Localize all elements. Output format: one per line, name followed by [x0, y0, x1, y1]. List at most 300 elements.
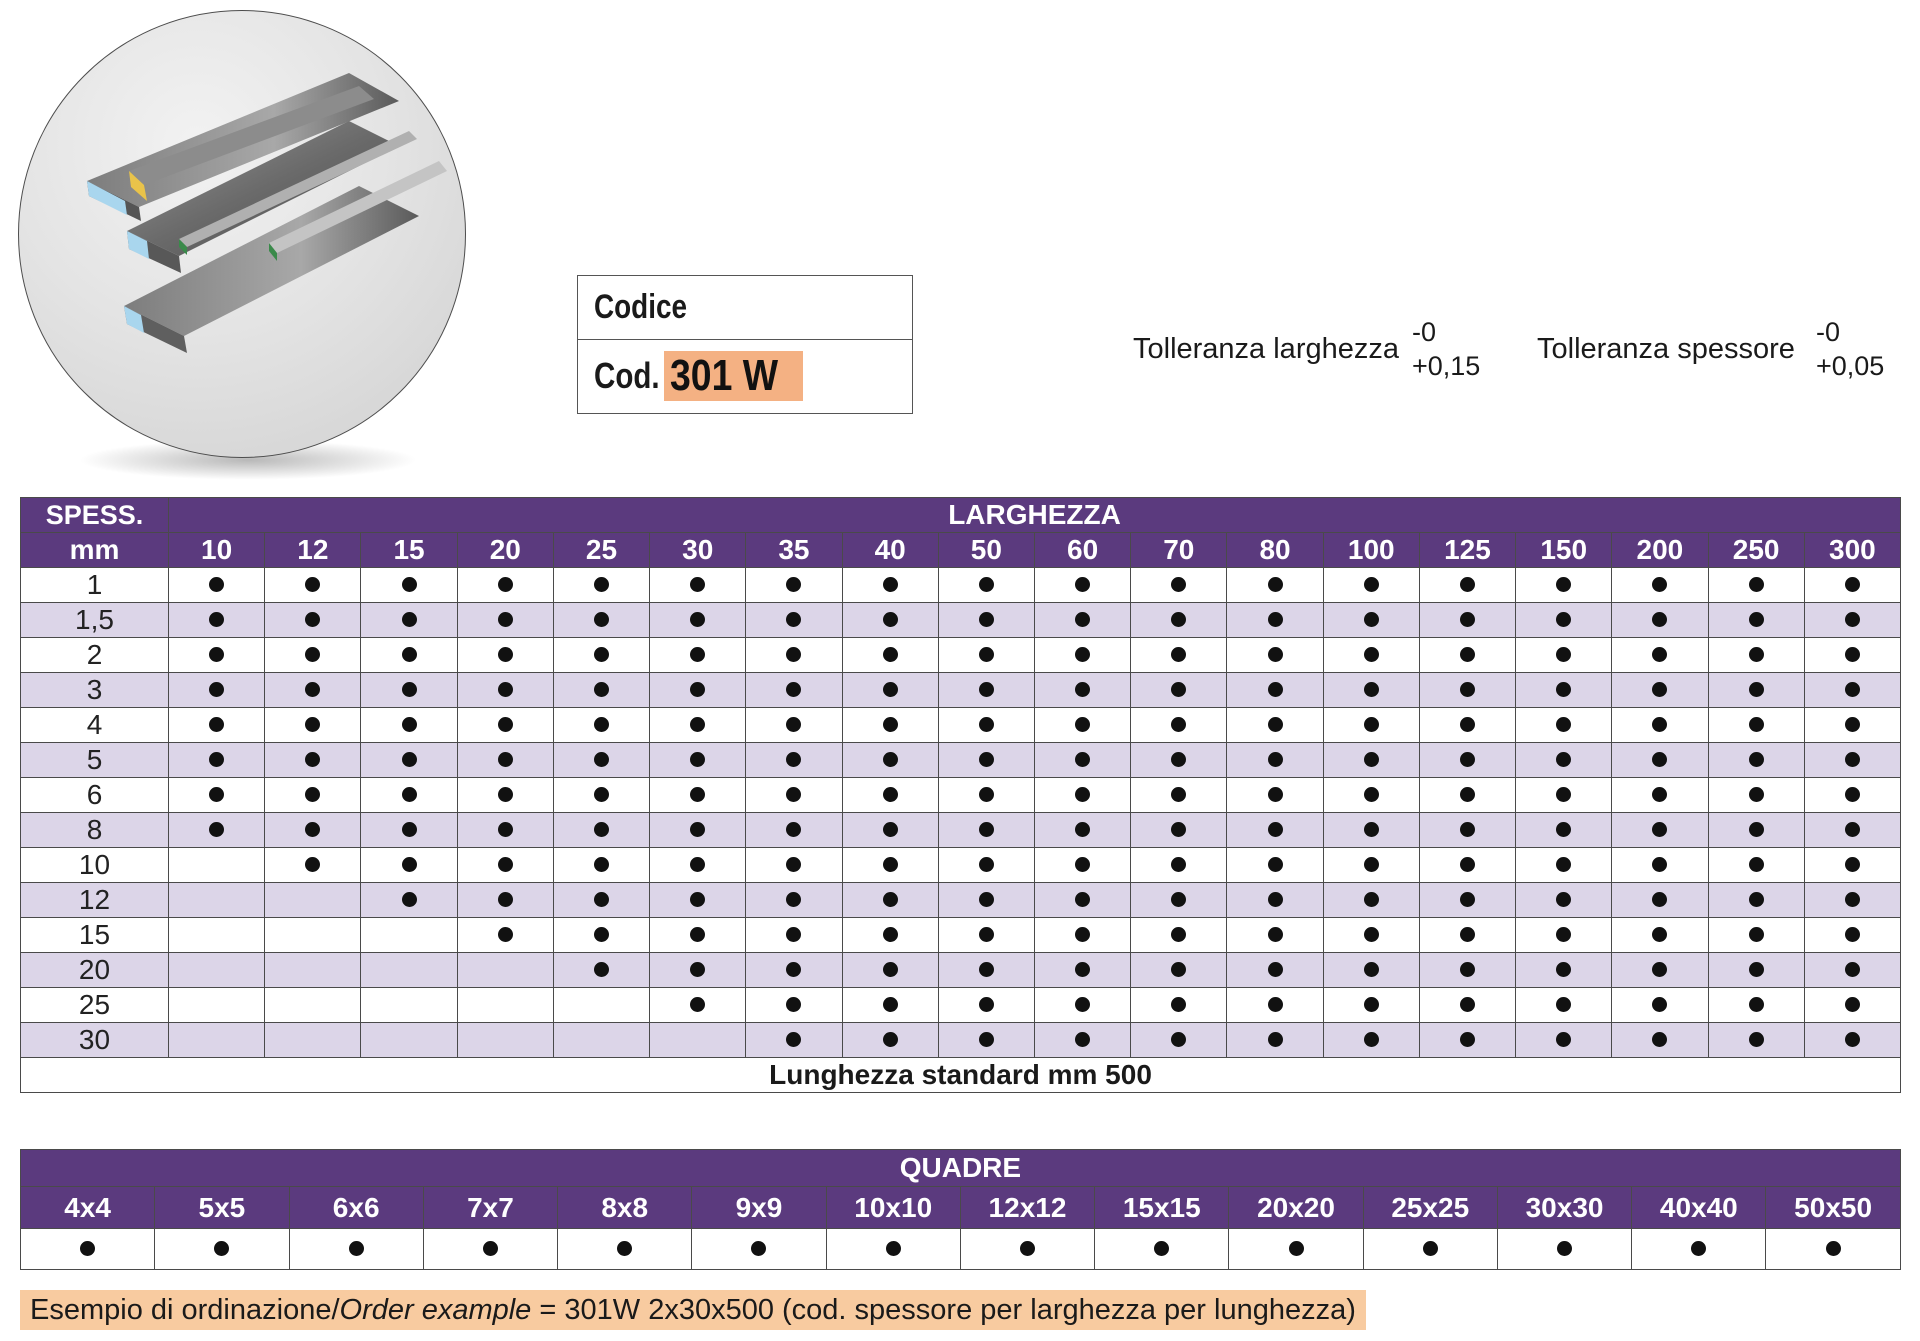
- availability-cell: [361, 953, 457, 988]
- available-dot: [483, 1241, 498, 1256]
- available-dot: [402, 647, 417, 662]
- availability-cell: [265, 848, 361, 883]
- availability-cell: [361, 918, 457, 953]
- available-dot: [1652, 997, 1667, 1012]
- available-dot: [1075, 927, 1090, 942]
- available-dot: [402, 822, 417, 837]
- availability-cell: [746, 673, 842, 708]
- available-dot: [1268, 787, 1283, 802]
- availability-cell: [746, 813, 842, 848]
- available-dot: [1364, 647, 1379, 662]
- available-dot: [1075, 612, 1090, 627]
- availability-cell: [1804, 673, 1900, 708]
- availability-cell: [1708, 708, 1804, 743]
- availability-cell: [1131, 743, 1227, 778]
- availability-cell: [457, 813, 553, 848]
- availability-cell: [1323, 743, 1419, 778]
- available-dot: [1460, 997, 1475, 1012]
- availability-cell: [1131, 568, 1227, 603]
- available-dot: [1460, 1032, 1475, 1047]
- available-dot: [690, 927, 705, 942]
- availability-cell: [1612, 778, 1708, 813]
- availability-cell: [650, 568, 746, 603]
- code-label: Cod.: [594, 355, 660, 396]
- available-dot: [1075, 787, 1090, 802]
- available-dot: [690, 997, 705, 1012]
- availability-cell: [457, 568, 553, 603]
- availability-cell: [746, 708, 842, 743]
- square-availability-cell: [1229, 1229, 1363, 1270]
- thickness-value: 8: [21, 813, 169, 848]
- square-availability-cell: [155, 1229, 289, 1270]
- availability-cell: [169, 568, 265, 603]
- availability-cell: [1708, 778, 1804, 813]
- available-dot: [1749, 857, 1764, 872]
- availability-cell: [842, 848, 938, 883]
- availability-cell: [842, 568, 938, 603]
- available-dot: [1268, 892, 1283, 907]
- availability-cell: [169, 918, 265, 953]
- code-box: [577, 275, 913, 414]
- square-size-5x5: 5x5: [155, 1187, 289, 1229]
- availability-cell: [842, 708, 938, 743]
- availability-cell: [1419, 883, 1515, 918]
- availability-cell: [1612, 1023, 1708, 1058]
- availability-cell: [265, 603, 361, 638]
- availability-cell: [1804, 778, 1900, 813]
- available-dot: [209, 787, 224, 802]
- availability-cell: [1516, 813, 1612, 848]
- availability-cell: [1804, 883, 1900, 918]
- available-dot: [883, 997, 898, 1012]
- available-dot: [1652, 822, 1667, 837]
- availability-cell: [1612, 673, 1708, 708]
- available-dot: [1460, 857, 1475, 872]
- availability-cell: [1516, 778, 1612, 813]
- available-dot: [498, 787, 513, 802]
- available-dot: [690, 577, 705, 592]
- availability-cell: [1131, 988, 1227, 1023]
- availability-cell: [1131, 813, 1227, 848]
- table-row: [21, 708, 1901, 743]
- width-header-30: 30: [650, 533, 746, 568]
- available-dot: [1171, 857, 1186, 872]
- availability-cell: [1419, 918, 1515, 953]
- availability-cell: [650, 743, 746, 778]
- availability-cell: [938, 568, 1034, 603]
- available-dot: [1749, 717, 1764, 732]
- available-dot: [1075, 997, 1090, 1012]
- availability-cell: [169, 743, 265, 778]
- available-dot: [1652, 612, 1667, 627]
- availability-cell: [265, 883, 361, 918]
- availability-cell: [1323, 673, 1419, 708]
- available-dot: [1075, 1032, 1090, 1047]
- availability-cell: [1804, 848, 1900, 883]
- availability-cell: [1804, 1023, 1900, 1058]
- available-dot: [979, 1032, 994, 1047]
- square-bars-table: [20, 1149, 1901, 1270]
- availability-cell: [1323, 953, 1419, 988]
- tolerance-thickness: [1537, 317, 1885, 381]
- available-dot: [883, 717, 898, 732]
- available-dot: [1845, 892, 1860, 907]
- available-dot: [979, 647, 994, 662]
- availability-cell: [457, 883, 553, 918]
- availability-cell: [1419, 813, 1515, 848]
- availability-cell: [650, 848, 746, 883]
- available-dot: [786, 1032, 801, 1047]
- available-dot: [305, 612, 320, 627]
- width-header-25: 25: [553, 533, 649, 568]
- availability-cell: [457, 778, 553, 813]
- available-dot: [786, 647, 801, 662]
- availability-cell: [169, 883, 265, 918]
- available-dot: [1268, 857, 1283, 872]
- availability-cell: [746, 1023, 842, 1058]
- steel-bars-image: [18, 10, 466, 458]
- available-dot: [402, 752, 417, 767]
- availability-cell: [169, 638, 265, 673]
- available-dot: [498, 647, 513, 662]
- availability-cell: [1419, 638, 1515, 673]
- square-size-4x4: 4x4: [21, 1187, 155, 1229]
- availability-cell: [746, 743, 842, 778]
- availability-cell: [938, 918, 1034, 953]
- tolerance-width-lower: +0,15: [1412, 351, 1481, 381]
- table-row: [21, 918, 1901, 953]
- availability-cell: [1419, 743, 1515, 778]
- availability-cell: [457, 603, 553, 638]
- available-dot: [1171, 962, 1186, 977]
- available-dot: [402, 577, 417, 592]
- availability-cell: [457, 673, 553, 708]
- tolerance-width-label: Tolleranza larghezza: [1133, 333, 1399, 365]
- width-header-125: 125: [1419, 533, 1515, 568]
- thickness-value: 4: [21, 708, 169, 743]
- availability-cell: [1612, 883, 1708, 918]
- available-dot: [1845, 857, 1860, 872]
- availability-cell: [1034, 953, 1130, 988]
- available-dot: [690, 752, 705, 767]
- available-dot: [214, 1241, 229, 1256]
- availability-cell: [553, 883, 649, 918]
- available-dot: [1652, 577, 1667, 592]
- available-dot: [1171, 647, 1186, 662]
- available-dot: [1845, 927, 1860, 942]
- available-dot: [1845, 647, 1860, 662]
- availability-cell: [1708, 883, 1804, 918]
- available-dot: [1845, 577, 1860, 592]
- availability-cell: [553, 568, 649, 603]
- available-dot: [979, 752, 994, 767]
- availability-cell: [1804, 813, 1900, 848]
- available-dot: [883, 927, 898, 942]
- square-availability-cell: [1766, 1229, 1900, 1270]
- available-dot: [594, 682, 609, 697]
- availability-cell: [169, 953, 265, 988]
- availability-cell: [938, 988, 1034, 1023]
- tolerance-width: [1133, 317, 1481, 381]
- available-dot: [1364, 1032, 1379, 1047]
- availability-cell: [842, 778, 938, 813]
- table-row: [21, 848, 1901, 883]
- width-header-200: 200: [1612, 533, 1708, 568]
- available-dot: [979, 927, 994, 942]
- availability-cell: [938, 883, 1034, 918]
- availability-cell: [553, 743, 649, 778]
- availability-cell: [1227, 813, 1323, 848]
- square-size-25x25: 25x25: [1363, 1187, 1497, 1229]
- availability-cell: [746, 638, 842, 673]
- availability-cell: [1419, 673, 1515, 708]
- availability-cell: [842, 603, 938, 638]
- available-dot: [1845, 822, 1860, 837]
- width-header-12: 12: [265, 533, 361, 568]
- width-header-35: 35: [746, 533, 842, 568]
- width-group-header: LARGHEZZA: [169, 498, 1901, 533]
- availability-cell: [938, 953, 1034, 988]
- availability-cell: [1227, 883, 1323, 918]
- availability-cell: [1323, 778, 1419, 813]
- availability-cell: [553, 1023, 649, 1058]
- available-dot: [1652, 892, 1667, 907]
- available-dot: [209, 682, 224, 697]
- availability-cell: [650, 708, 746, 743]
- available-dot: [1364, 927, 1379, 942]
- available-dot: [594, 752, 609, 767]
- square-size-50x50: 50x50: [1766, 1187, 1900, 1229]
- code-header: [578, 276, 912, 340]
- availability-cell: [1708, 988, 1804, 1023]
- available-dot: [594, 927, 609, 942]
- available-dot: [594, 787, 609, 802]
- available-dot: [1364, 787, 1379, 802]
- available-dot: [1556, 612, 1571, 627]
- width-header-50: 50: [938, 533, 1034, 568]
- availability-cell: [1419, 848, 1515, 883]
- availability-cell: [169, 603, 265, 638]
- available-dot: [1075, 647, 1090, 662]
- available-dot: [1171, 822, 1186, 837]
- available-dot: [979, 822, 994, 837]
- availability-cell: [1612, 988, 1708, 1023]
- availability-cell: [1612, 638, 1708, 673]
- availability-cell: [1612, 743, 1708, 778]
- table-row: [21, 953, 1901, 988]
- available-dot: [305, 682, 320, 697]
- available-dot: [690, 717, 705, 732]
- available-dot: [1154, 1241, 1169, 1256]
- availability-cell: [842, 883, 938, 918]
- availability-cell: [842, 673, 938, 708]
- available-dot: [1749, 752, 1764, 767]
- availability-cell: [650, 813, 746, 848]
- available-dot: [1845, 787, 1860, 802]
- available-dot: [1652, 647, 1667, 662]
- available-dot: [209, 822, 224, 837]
- table-row: [21, 743, 1901, 778]
- availability-cell: [1227, 603, 1323, 638]
- availability-cell: [1516, 953, 1612, 988]
- available-dot: [1075, 682, 1090, 697]
- availability-cell: [1323, 708, 1419, 743]
- availability-cell: [1708, 603, 1804, 638]
- thickness-value: 1,5: [21, 603, 169, 638]
- availability-cell: [746, 988, 842, 1023]
- availability-cell: [746, 848, 842, 883]
- availability-cell: [1227, 1023, 1323, 1058]
- availability-cell: [1034, 568, 1130, 603]
- availability-cell: [1131, 953, 1227, 988]
- table-row: [21, 883, 1901, 918]
- availability-cell: [457, 638, 553, 673]
- available-dot: [1171, 927, 1186, 942]
- available-dot: [1845, 752, 1860, 767]
- available-dot: [1460, 612, 1475, 627]
- availability-cell: [1227, 743, 1323, 778]
- available-dot: [1460, 647, 1475, 662]
- table-row: [21, 1023, 1901, 1058]
- availability-cell: [457, 988, 553, 1023]
- thickness-value: 15: [21, 918, 169, 953]
- available-dot: [1749, 962, 1764, 977]
- available-dot: [1171, 787, 1186, 802]
- available-dot: [1845, 717, 1860, 732]
- square-size-15x15: 15x15: [1095, 1187, 1229, 1229]
- width-header-250: 250: [1708, 533, 1804, 568]
- available-dot: [1075, 857, 1090, 872]
- availability-cell: [553, 813, 649, 848]
- availability-cell: [1419, 988, 1515, 1023]
- availability-cell: [650, 1023, 746, 1058]
- availability-cell: [361, 988, 457, 1023]
- square-availability-cell: [423, 1229, 557, 1270]
- table-row: [21, 778, 1901, 813]
- square-availability-cell: [1095, 1229, 1229, 1270]
- table-row: [21, 988, 1901, 1023]
- availability-cell: [553, 988, 649, 1023]
- available-dot: [1075, 577, 1090, 592]
- availability-cell: [1323, 988, 1419, 1023]
- available-dot: [1460, 962, 1475, 977]
- available-dot: [1268, 647, 1283, 662]
- available-dot: [1652, 857, 1667, 872]
- available-dot: [1652, 682, 1667, 697]
- order-example-italic: Order example: [339, 1294, 532, 1326]
- availability-cell: [553, 848, 649, 883]
- code-row: [578, 340, 912, 412]
- available-dot: [1652, 752, 1667, 767]
- available-dot: [1364, 962, 1379, 977]
- available-dot: [498, 822, 513, 837]
- availability-cell: [1804, 953, 1900, 988]
- availability-table: [20, 497, 1901, 1093]
- availability-cell: [842, 1023, 938, 1058]
- available-dot: [786, 577, 801, 592]
- available-dot: [1171, 997, 1186, 1012]
- available-dot: [1749, 682, 1764, 697]
- width-header-10: 10: [169, 533, 265, 568]
- available-dot: [305, 752, 320, 767]
- available-dot: [786, 682, 801, 697]
- availability-cell: [1708, 813, 1804, 848]
- available-dot: [1691, 1241, 1706, 1256]
- availability-cell: [1034, 708, 1130, 743]
- availability-cell: [1323, 1023, 1419, 1058]
- available-dot: [1460, 787, 1475, 802]
- availability-cell: [938, 1023, 1034, 1058]
- order-example-suffix: = 301W 2x30x500 (cod. spessore per larghezza per lunghezza): [531, 1294, 1356, 1326]
- availability-cell: [553, 708, 649, 743]
- availability-cell: [1323, 813, 1419, 848]
- available-dot: [786, 927, 801, 942]
- thickness-value: 30: [21, 1023, 169, 1058]
- available-dot: [1652, 1032, 1667, 1047]
- available-dot: [883, 962, 898, 977]
- availability-cell: [265, 708, 361, 743]
- available-dot: [1268, 1032, 1283, 1047]
- availability-cell: [1419, 708, 1515, 743]
- available-dot: [979, 997, 994, 1012]
- availability-cell: [1708, 568, 1804, 603]
- thickness-value: 5: [21, 743, 169, 778]
- available-dot: [1171, 1032, 1186, 1047]
- available-dot: [690, 612, 705, 627]
- availability-cell: [938, 603, 1034, 638]
- available-dot: [1364, 752, 1379, 767]
- available-dot: [1556, 682, 1571, 697]
- availability-cell: [746, 568, 842, 603]
- available-dot: [402, 857, 417, 872]
- available-dot: [1364, 682, 1379, 697]
- available-dot: [349, 1241, 364, 1256]
- available-dot: [883, 647, 898, 662]
- availability-cell: [265, 743, 361, 778]
- available-dot: [402, 682, 417, 697]
- availability-cell: [842, 813, 938, 848]
- availability-cell: [746, 778, 842, 813]
- available-dot: [1556, 647, 1571, 662]
- availability-cell: [1131, 708, 1227, 743]
- available-dot: [1171, 612, 1186, 627]
- available-dot: [1364, 892, 1379, 907]
- availability-cell: [1227, 638, 1323, 673]
- square-size-30x30: 30x30: [1497, 1187, 1631, 1229]
- availability-cell: [1034, 918, 1130, 953]
- tolerance-width-upper: -0: [1412, 317, 1437, 347]
- available-dot: [786, 857, 801, 872]
- available-dot: [1171, 577, 1186, 592]
- available-dot: [209, 647, 224, 662]
- availability-cell: [1131, 638, 1227, 673]
- available-dot: [690, 857, 705, 872]
- square-size-6x6: 6x6: [289, 1187, 423, 1229]
- tolerance-thickness-upper: -0: [1816, 317, 1841, 347]
- available-dot: [402, 717, 417, 732]
- availability-cell: [1612, 568, 1708, 603]
- availability-cell: [361, 568, 457, 603]
- available-dot: [1556, 717, 1571, 732]
- available-dot: [690, 822, 705, 837]
- availability-cell: [1131, 673, 1227, 708]
- available-dot: [690, 787, 705, 802]
- availability-cell: [553, 638, 649, 673]
- availability-cell: [457, 708, 553, 743]
- available-dot: [209, 612, 224, 627]
- available-dot: [979, 717, 994, 732]
- available-dot: [1845, 962, 1860, 977]
